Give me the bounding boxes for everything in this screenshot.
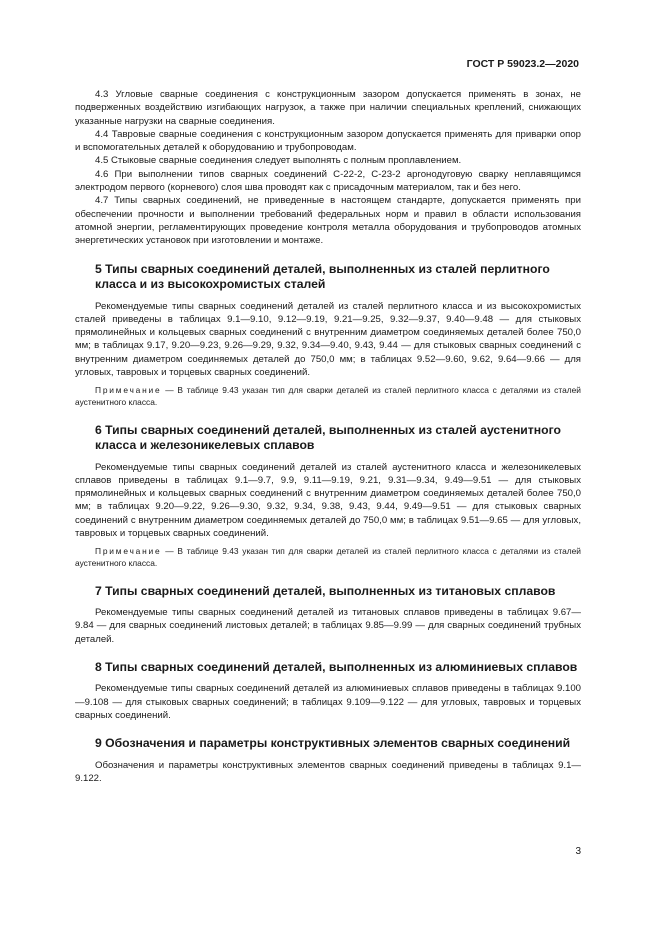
section-5-heading: 5 Типы сварных соединений деталей, выполненных из сталей перлитного класса и из высокохромистых сталей bbox=[95, 261, 550, 292]
section-7-heading: 7 Типы сварных соединений деталей, выполненных из титановых сплавов bbox=[95, 583, 556, 598]
page-number: 3 bbox=[575, 846, 581, 857]
paragraph-4-6: 4.6 При выполнении типов сварных соединений С-22-2, С-23-2 аргонодуговую сварку неплавящимся электродом первого (корневого) слоя шва проводят как с присадочным материалом, так и без него. bbox=[75, 168, 581, 194]
page-content bbox=[75, 88, 581, 785]
paragraph-4-4: 4.4 Тавровые сварные соединения с конструкционным зазором допускается применять для приварки опор и вспомогательных деталей к оборудованию и трубопроводам. bbox=[75, 128, 581, 154]
note-text: — В таблице 9.43 указан тип для сварки деталей из сталей перлитного класса с деталями из сталей аустенитного класса. bbox=[75, 385, 581, 407]
section-9-text: Обозначения и параметры конструктивных элементов сварных соединений приведены в таблицах 9.1—9.122. bbox=[75, 759, 581, 785]
section-8-text: Рекомендуемые типы сварных соединений деталей из алюминиевых сплавов приведены в таблицах 9.100—9.108 — для стыковых сварных соединений; в таблицах 9.109—9.122 — для угловых, тавровых и торцевых сварных соединений. bbox=[75, 683, 581, 721]
section-7-text: Рекомендуемые типы сварных соединений деталей из титановых сплавов приведены в таблицах 9.67—9.84 — для сварных соединений листовых деталей; в таблицах 9.85—9.99 — для сварных соединений трубных деталей. bbox=[75, 607, 581, 645]
section-6-text: Рекомендуемые типы сварных соединений деталей из сталей аустенитного класса и железоникелевых сплавов приведены в таблицах 9.1—9.7, 9.9, 9.11—9.19, 9.21, 9.31—9.34, 9.49—9.51 — для стыковых прямолинейных и кольцевых сварных соединений с внутренним диаметром соединяемых деталей более 750,0 мм; в таблицах 9.20—9.22, 9.26—9.30, 9.32, 9.34, 9.38, 9.43, 9.44, 9.49—9.51 — для стыковых сварных соединений с внутренним диаметром соединяемых деталей до 750,0 мм; в таблицах 9.51—9.65 — для угловых, тавровых и торцевых сварных соединений. bbox=[75, 461, 581, 540]
note-label: Примечание bbox=[95, 546, 162, 557]
note-label: Примечание bbox=[95, 385, 162, 396]
section-5-text: Рекомендуемые типы сварных соединений деталей из сталей перлитного класса и из высокохромистых сталей приведены в таблицах 9.1—9.10, 9.12—9.19, 9.21—9.25, 9.32—9.37, 9.40—9.48 — для стыковых прямолинейных и кольцевых сварных соединений с внутренним диаметром соединяемых деталей более 750,0 мм; в таблицах 9.17, 9.20—9.23, 9.26—9.29, 9.32, 9.34—9.40, 9.43, 9.44 — для стыковых сварных соединений с внутренним диаметром соединяемых деталей до 750,0 мм; в таблицах 9.52—9.60, 9.62, 9.64—9.66 — для угловых, тавровых и торцевых сварных соединений. bbox=[75, 300, 581, 379]
section-9-heading: 9 Обозначения и параметры конструктивных элементов сварных соединений bbox=[95, 736, 571, 751]
paragraph-4-5: 4.5 Стыковые сварные соединения следует выполнять с полным проплавлением. bbox=[95, 155, 462, 167]
paragraph-4-7: 4.7 Типы сварных соединений, не приведенные в настоящем стандарте, допускается применять при обеспечении прочности и выполнении требований федеральных норм и правил в области использования атомной энергии, регламентирующих проведение контроля металла оборудования и трубопроводов атомных энергетических установок при изготовлении и монтаже. bbox=[75, 195, 581, 247]
section-8-heading: 8 Типы сварных соединений деталей, выполненных из алюминиевых сплавов bbox=[95, 659, 578, 674]
section-6-heading: 6 Типы сварных соединений деталей, выполненных из сталей аустенитного класса и железоникелевых сплавов bbox=[95, 422, 561, 453]
note-text: — В таблице 9.43 указан тип для сварки деталей из сталей перлитного класса с деталями из сталей аустенитного класса. bbox=[75, 546, 581, 568]
section-5-note bbox=[75, 385, 581, 408]
paragraph-4-3: 4.3 Угловые сварные соединения с конструкционным зазором допускается применять в зонах, не подверженных воздействию изгибающих нагрузок, а также при наличии специальных креплений, снижающих указанные нагрузки на сварные соединения. bbox=[75, 89, 581, 127]
section-6-note bbox=[75, 546, 581, 569]
document-id: ГОСТ Р 59023.2—2020 bbox=[466, 58, 579, 70]
